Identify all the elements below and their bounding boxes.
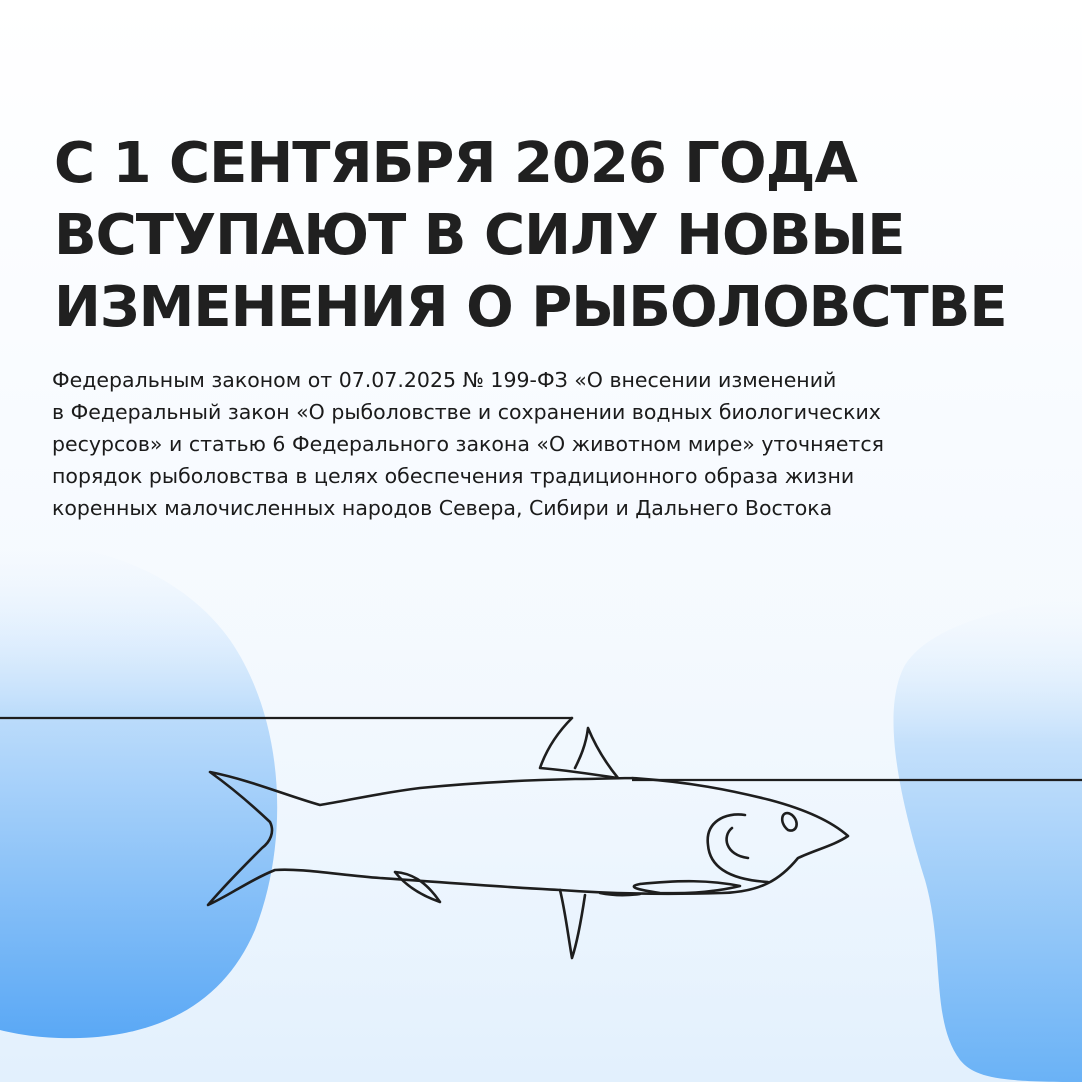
description-line-4: порядок рыболовства в целях обеспечения традиционного образа жизни (52, 464, 855, 488)
description-line-1: Федеральным законом от 07.07.2025 № 199-ФЗ «О внесении изменений (52, 368, 837, 392)
headline (54, 128, 1007, 344)
description-line-5: коренных малочисленных народов Севера, Сибири и Дальнего Востока (52, 496, 833, 520)
headline-line-3: ИЗМЕНЕНИЯ О РЫБОЛОВСТВЕ (54, 275, 1007, 340)
headline-line-2: ВСТУПАЮТ В СИЛУ НОВЫЕ (54, 203, 905, 268)
headline-line-1: С 1 СЕНТЯБРЯ 2026 ГОДА (54, 131, 857, 196)
description-paragraph (52, 364, 1042, 524)
description-line-3: ресурсов» и статью 6 Федерального закона «О животном мире» уточняется (52, 432, 884, 456)
description-line-2: в Федеральный закон «О рыболовстве и сохранении водных биологических (52, 400, 881, 424)
